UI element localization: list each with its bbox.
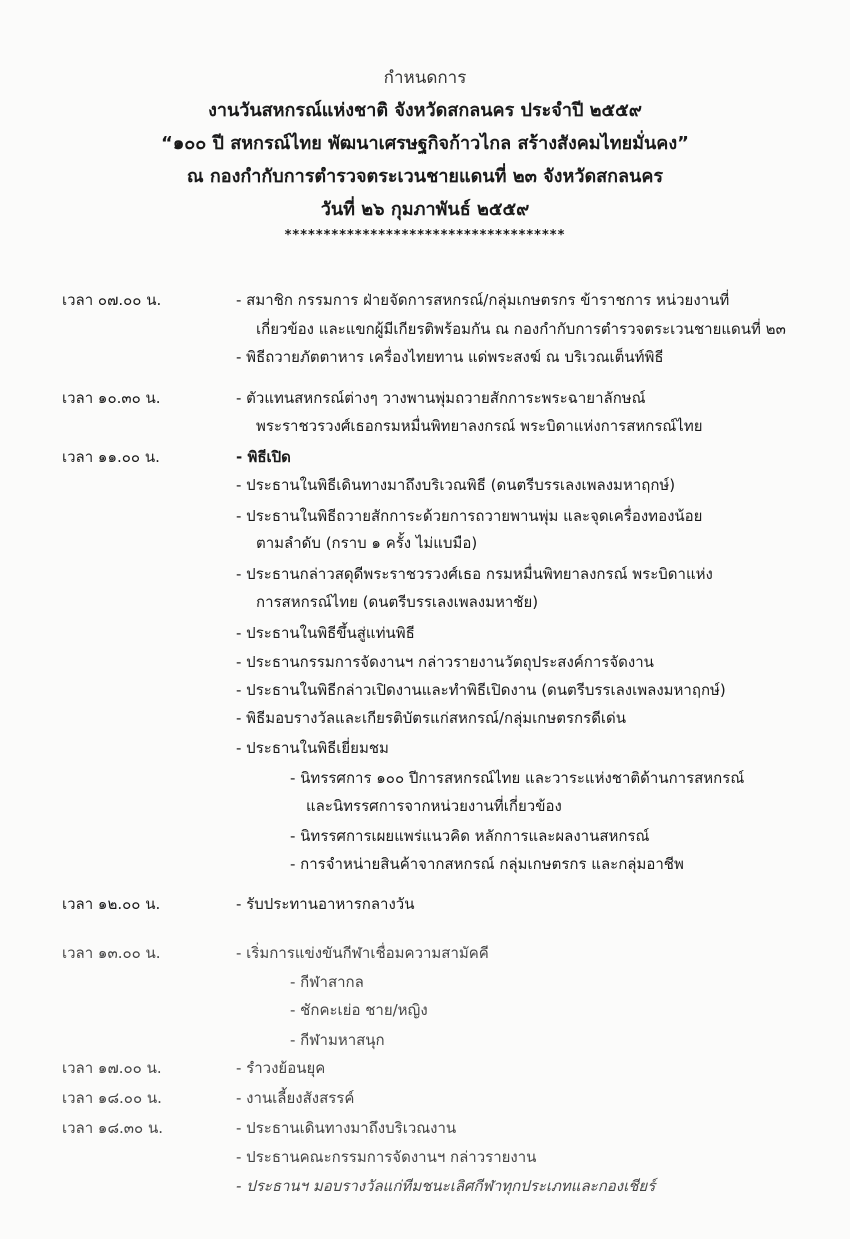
- agenda-line: เกี่ยวข้อง และแขกผู้มีเกียรติพร้อมกัน ณ กองกำกับการตำรวจตระเวนชายแดนที่ ๒๓: [256, 320, 786, 338]
- agenda-line: พระราชวรวงศ์เธอกรมหมื่นพิทยาลงกรณ์ พระบิดาแห่งการสหกรณ์ไทย: [256, 417, 703, 435]
- event-title: งานวันสหกรณ์แห่งชาติ จังหวัดสกลนคร ประจำปี ๒๕๕๙: [208, 100, 642, 121]
- agenda-line: - พิธีถวายภัตตาหาร เครื่องไทยทาน แด่พระสงฆ์ ณ บริเวณเต็นท์พิธี: [236, 348, 664, 366]
- agenda-subline: - ชักคะเย่อ ชาย/หญิง: [290, 1001, 428, 1019]
- event-date: วันที่ ๒๖ กุมภาพันธ์ ๒๕๕๙: [320, 199, 530, 220]
- agenda-line: - ประธานกรรมการจัดงานฯ กล่าวรายงานวัตถุประสงค์การจัดงาน: [236, 653, 654, 671]
- agenda-line: - ประธานในพิธีเยี่ยมชม: [236, 739, 389, 757]
- agenda-line: - ประธานกล่าวสดุดีพระราชวรวงศ์เธอ กรมหมื่นพิทยาลงกรณ์ พระบิดาแห่ง: [236, 565, 713, 583]
- agenda-line: - เริ่มการแข่งขันกีฬาเชื่อมความสามัคคี: [236, 944, 489, 962]
- agenda-line: - พิธีเปิด: [236, 448, 291, 466]
- agenda-line: - พิธีมอบรางวัลและเกียรติบัตรแก่สหกรณ์/กลุ่มเกษตรกรดีเด่น: [236, 709, 627, 727]
- agenda-subline: และนิทรรศการจากหน่วยงานที่เกี่ยวข้อง: [306, 797, 562, 815]
- star-divider: ************************************: [284, 228, 566, 243]
- agenda-line: - งานเลี้ยงสังสรรค์: [236, 1089, 355, 1107]
- agenda-line: - ประธานในพิธีเดินทางมาถึงบริเวณพิธี (ดนตรีบรรเลงเพลงมหาฤกษ์): [236, 476, 676, 494]
- agenda-line: - ประธานในพิธีถวายสักการะด้วยการถวายพานพุ่ม และจุดเครื่องทองน้อย: [236, 507, 703, 525]
- agenda-subline: - นิทรรศการ ๑๐๐ ปีการสหกรณ์ไทย และวาระแห่งชาติด้านการสหกรณ์: [290, 769, 745, 787]
- time-label: เวลา ๑๓.๐๐ น.: [62, 944, 161, 962]
- agenda-line: - สมาชิก กรรมการ ฝ่ายจัดการสหกรณ์/กลุ่มเกษตรกร ข้าราชการ หน่วยงานที่: [236, 291, 730, 309]
- agenda-line: - ประธานฯ มอบรางวัลแก่ทีมชนะเลิศกีฬาทุกประเภทและกองเชียร์: [236, 1177, 656, 1195]
- agenda-line: การสหกรณ์ไทย (ดนตรีบรรเลงเพลงมหาชัย): [256, 593, 539, 611]
- agenda-line: - ประธานคณะกรรมการจัดงานฯ กล่าวรายงาน: [236, 1148, 537, 1166]
- agenda-line: - ประธานในพิธีกล่าวเปิดงานและทำพิธีเปิดงาน (ดนตรีบรรเลงเพลงมหาฤกษ์): [236, 681, 726, 699]
- event-venue: ณ กองกำกับการตำรวจตระเวนชายแดนที่ ๒๓ จังหวัดสกลนคร: [186, 166, 664, 187]
- agenda-line: - รำวงย้อนยุค: [236, 1059, 326, 1077]
- agenda-line: ตามลำดับ (กราบ ๑ ครั้ง ไม่แบมือ): [256, 534, 478, 552]
- agenda-subline: - กีฬาสากล: [290, 973, 364, 991]
- time-label: เวลา ๐๗.๐๐ น.: [62, 291, 162, 309]
- agenda-subline: - การจำหน่ายสินค้าจากสหกรณ์ กลุ่มเกษตรกร และกลุ่มอาชีพ: [290, 855, 684, 873]
- agenda-subline: - นิทรรศการเผยแพร่แนวคิด หลักการและผลงานสหกรณ์: [290, 827, 650, 845]
- agenda-line: - ตัวแทนสหกรณ์ต่างๆ วางพานพุ่มถวายสักการะพระฉายาลักษณ์: [236, 389, 646, 407]
- time-label: เวลา ๑๘.๐๐ น.: [62, 1089, 162, 1107]
- time-label: เวลา ๑๑.๐๐ น.: [62, 448, 160, 466]
- time-label: เวลา ๑๒.๐๐ น.: [62, 895, 161, 913]
- event-theme: “๑๐๐ ปี สหกรณ์ไทย พัฒนาเศรษฐกิจก้าวไกล สร้างสังคมไทยมั่นคง”: [161, 133, 689, 154]
- schedule-heading: กำหนดการ: [383, 68, 467, 88]
- time-label: เวลา ๑๘.๓๐ น.: [62, 1119, 163, 1137]
- agenda-subline: - กีฬามหาสนุก: [290, 1031, 385, 1049]
- time-label: เวลา ๑๗.๐๐ น.: [62, 1059, 162, 1077]
- agenda-line: - รับประทานอาหารกลางวัน: [236, 895, 415, 913]
- agenda-line: - ประธานในพิธีขึ้นสู่แท่นพิธี: [236, 624, 415, 642]
- agenda-line: - ประธานเดินทางมาถึงบริเวณงาน: [236, 1119, 457, 1137]
- time-label: เวลา ๑๐.๓๐ น.: [62, 389, 161, 407]
